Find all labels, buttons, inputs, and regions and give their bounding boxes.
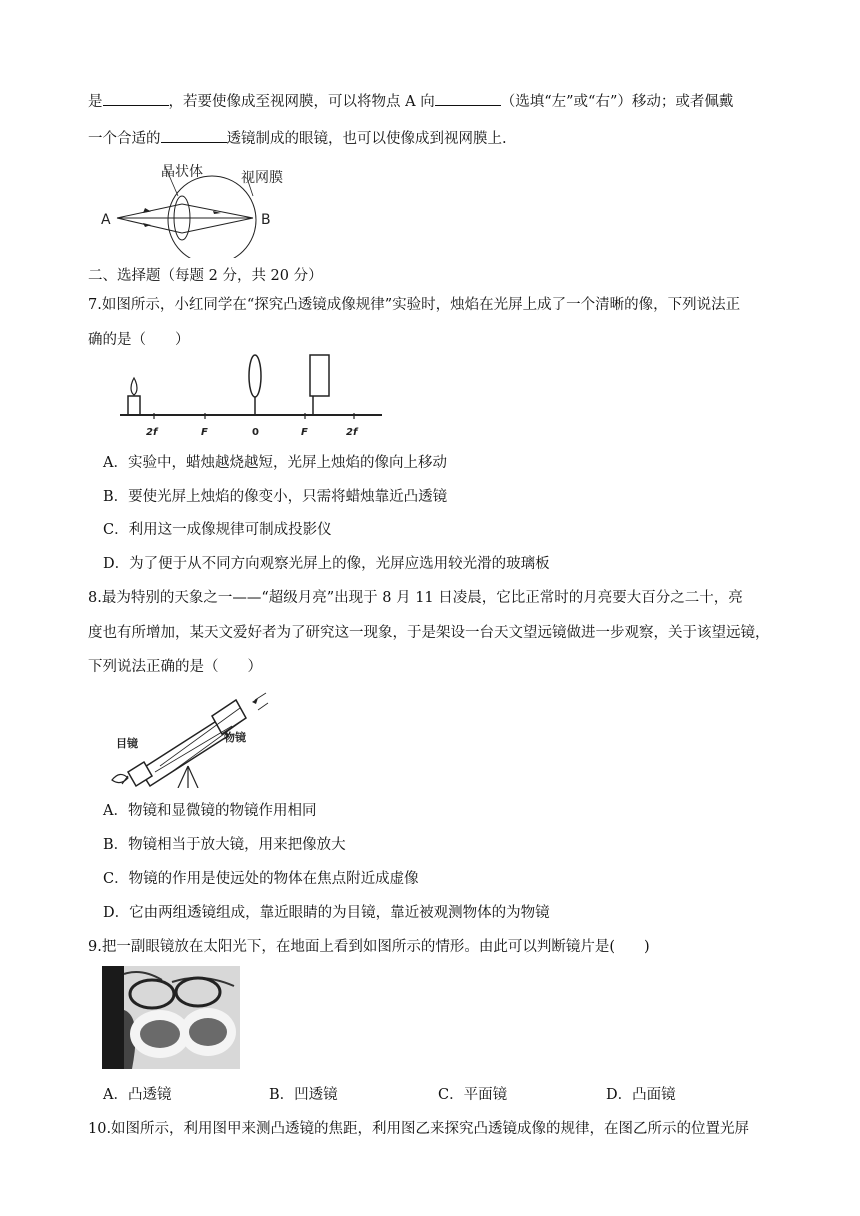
- q8-stem-line-3: 下列说法正确的是（ ）: [88, 659, 262, 675]
- answer-blank[interactable]: [161, 128, 227, 143]
- q7-option-c[interactable]: C．利用这一成像规律可制成投影仪: [103, 522, 332, 538]
- q9-option-a[interactable]: A．凸透镜: [103, 1087, 172, 1103]
- tick-label: 0: [252, 427, 259, 438]
- eye-diagram: [95, 158, 325, 258]
- label-point-b: B: [261, 212, 271, 228]
- q6-line-1: 是 ，若要使像成至视网膜，可以将物点 A 向 （选填“左”或“右”）移动；或者佩戴: [88, 90, 733, 111]
- tick-label: 2f: [146, 427, 158, 438]
- label-eyepiece: 目镜: [116, 737, 138, 750]
- answer-blank[interactable]: [103, 91, 169, 106]
- q7-option-d[interactable]: D．为了便于从不同方向观察光屏上的像，光屏应选用较光滑的玻璃板: [103, 556, 550, 572]
- q9-stem: 9.把一副眼镜放在太阳光下，在地面上看到如图所示的情形。由此可以判断镜片是( ): [88, 939, 650, 955]
- candle: [128, 396, 140, 415]
- label-lens: 晶状体: [161, 164, 203, 180]
- q7-stem-line-1: 7.如图所示，小红同学在“探究凸透镜成像规律”实验时，烛焰在光屏上成了一个清晰的像，下列说法正: [88, 297, 741, 313]
- label-objective: 物镜: [224, 731, 246, 744]
- q7-option-b[interactable]: B．要使光屏上烛焰的像变小，只需将蜡烛靠近凸透镜: [103, 489, 448, 505]
- q9-option-b[interactable]: B．凹透镜: [269, 1087, 338, 1103]
- q9-option-d[interactable]: D．凸面镜: [606, 1087, 676, 1103]
- tick-label: 2f: [346, 427, 358, 438]
- eyeball-circle: [168, 176, 256, 258]
- q7-stem-line-2: 确的是（ ）: [88, 332, 190, 348]
- tick-label: F: [201, 427, 208, 438]
- telescope-diagram: [100, 688, 270, 788]
- section-title: 二、选择题（每题 2 分，共 20 分）: [88, 268, 323, 284]
- candle-flame: [131, 378, 137, 395]
- q10-stem: 10.如图所示，利用图甲来测凸透镜的焦距，利用图乙来探究凸透镜成像的规律，在图乙所示的位置光屏: [88, 1121, 750, 1137]
- label-retina: 视网膜: [241, 170, 283, 186]
- q8-stem-line-2: 度也有所增加，某天文爱好者为了研究这一现象，于是架设一台天文望远镜做进一步观察，关于该望远镜，: [88, 625, 770, 641]
- label-point-a: A: [101, 212, 111, 228]
- answer-blank[interactable]: [435, 91, 501, 106]
- q8-stem-line-1: 8.最为特别的天象之一——“超级月亮”出现于 8 月 11 日凌晨，它比正常时的月亮要大百分之二十，亮: [88, 590, 743, 606]
- q8-option-d[interactable]: D．它由两组透镜组成，靠近眼睛的为目镜，靠近被观测物体的为物镜: [103, 905, 550, 921]
- tick-label: F: [301, 427, 308, 438]
- q8-option-c[interactable]: C．物镜的作用是使远处的物体在焦点附近成虚像: [103, 871, 419, 887]
- q9-option-c[interactable]: C．平面镜: [438, 1087, 508, 1103]
- lens-shadow-left: [140, 1020, 180, 1048]
- light-screen: [310, 355, 329, 396]
- convex-lens: [249, 355, 261, 397]
- q8-option-b[interactable]: B．物镜相当于放大镜，用来把像放大: [103, 837, 346, 853]
- glasses-shadow-photo: [102, 966, 240, 1069]
- lens-bench-diagram: [120, 350, 390, 440]
- q7-option-a[interactable]: A．实验中，蜡烛越烧越短，光屏上烛焰的像向上移动: [103, 455, 447, 471]
- q8-option-a[interactable]: A．物镜和显微镜的物镜作用相同: [103, 803, 317, 819]
- q6-line-2: 一个合适的 透镜制成的眼镜，也可以使像成到视网膜上.: [88, 127, 507, 148]
- lens-shadow-right: [189, 1018, 227, 1046]
